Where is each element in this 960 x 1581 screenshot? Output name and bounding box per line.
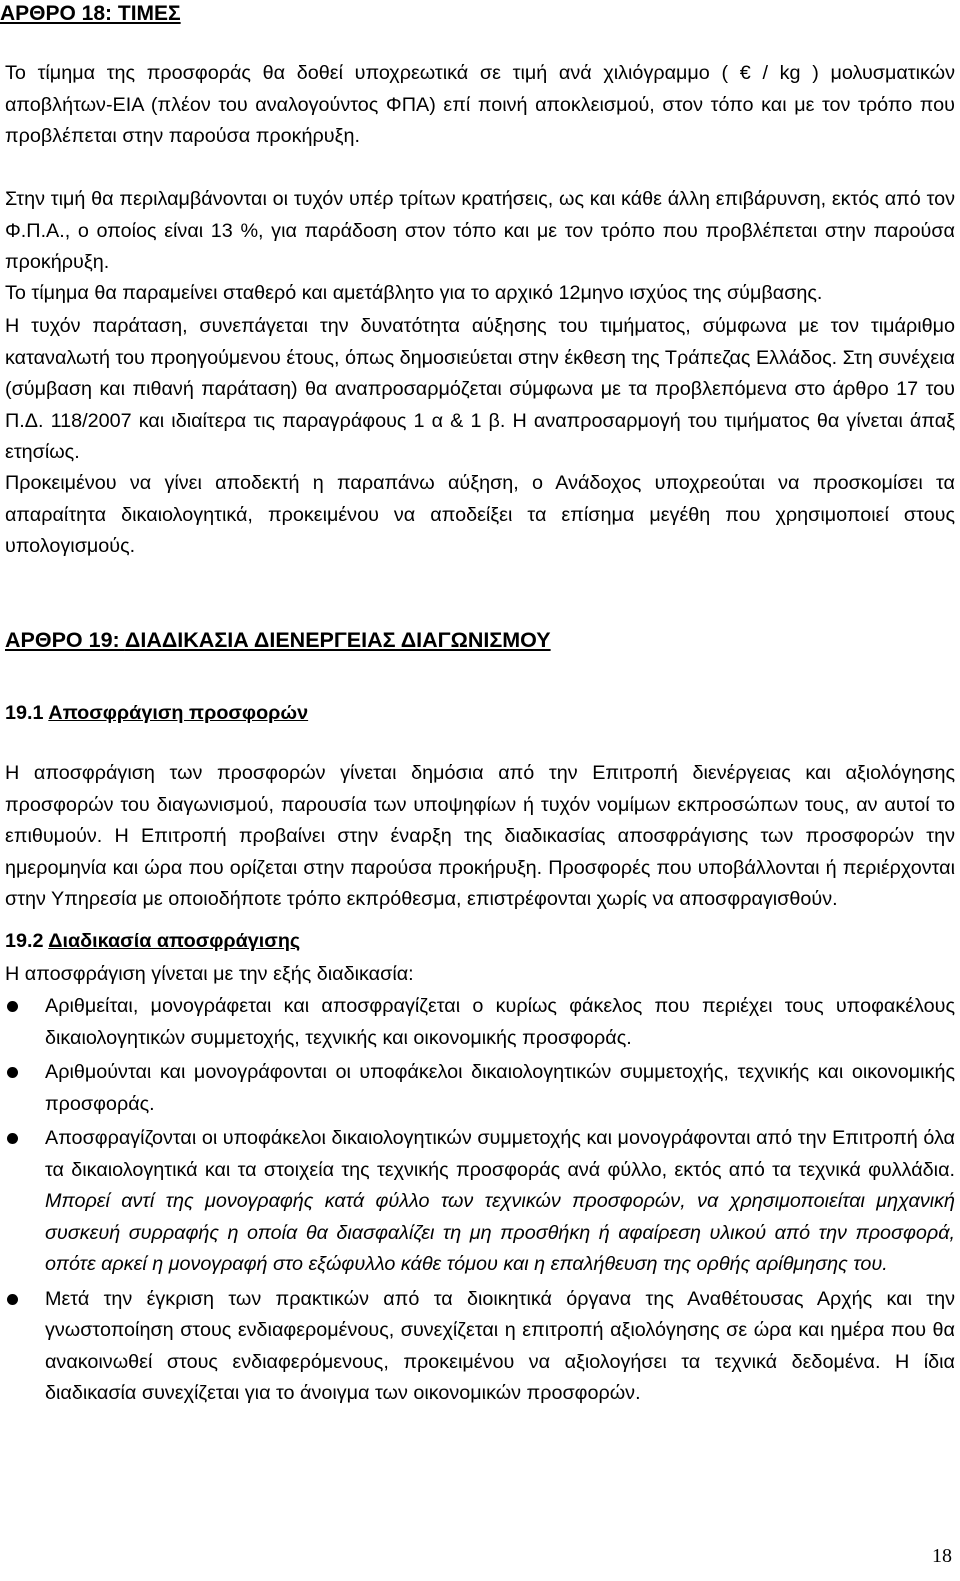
bullet-icon [7,1001,18,1012]
article-18-paragraph-charges: Στην τιμή θα περιλαμβάνονται οι τυχόν υπέρ τρίτων κρατήσεις, ως και κάθε άλλη επιβάρυνση, εκτός από τον Φ.Π.Α., ο οποίος είναι 13 %, για παράδοση στον τόπο και με τον τρόπο που προβλέπεται στην παρούσα προκήρυξη. [5,188,955,273]
page-number: 18 [932,1545,952,1567]
article-19-heading-title: ΔΙΑΔΙΚΑΣΙΑ ΔΙΕΝΕΡΓΕΙΑΣ ΔΙΑΓΩΝΙΣΜΟΥ [124,628,551,652]
bullet-icon [7,1067,18,1078]
section-19-2-title: Διαδικασία αποσφράγισης [48,930,301,952]
section-19-1-number: 19.1 [5,702,44,724]
section-19-2-intro: Η αποσφράγιση γίνεται με την εξής διαδικασία: [5,963,414,985]
list-item [5,1057,955,1120]
section-19-2-heading [5,930,300,953]
bullet-text-3-italic: Μπορεί αντί της μονογραφής κατά φύλλο των τεχνικών προσφορών, να χρησιμοποιείται μηχανική συσκευή συρραφής η οποία θα διασφαλίζει τη μη προσθήκη ή αφαίρεση υλικού από την προσφορά, οπότε αρκεί η μονογραφή στο εξώφυλλο κάθε τόμου και η επαλήθευση της ορθής αρίθμησης του. [45,1190,955,1275]
list-item [5,1123,955,1281]
section-19-2-number: 19.2 [5,930,44,952]
section-19-1-heading [5,702,308,725]
article-18-paragraph-fixed: Το τίμημα θα παραμείνει σταθερό και αμετάβλητο για το αρχικό 12μηνο ισχύος της σύμβασης. [5,282,823,304]
bullet-text-4: Μετά την έγκριση των πρακτικών από τα διοικητικά όργανα της Αναθέτουσας Αρχής και την γνωστοποίηση στους ενδιαφερομένους, συνεχίζεται η επιτροπή αξιολόγησης σε ώρα και ημέρα που θα ανακοινωθεί στους ενδιαφερόμενους, προκειμένου να αξιολογήσει τα τεχνικά δεδομένα. Η ίδια διαδικασία συνεχίζεται για το άνοιγμα των οικονομικών προσφορών. [45,1287,955,1404]
procedure-bullet-list [5,991,955,1413]
list-item [5,991,955,1054]
article-19-heading-prefix: ΑΡΘΡΟ 19: [5,628,125,652]
bullet-text-1: Αριθμείται, μονογράφεται και αποσφραγίζεται ο κυρίως φάκελος που περιέχει τους υποφακέλους δικαιολογητικών συμμετοχής, τεχνικής και οικονομικής προσφοράς. [45,995,955,1049]
list-item [5,1284,955,1410]
bullet-icon [7,1294,18,1305]
article-18-paragraph-price: Το τίμημα της προσφοράς θα δοθεί υποχρεωτικά σε τιμή ανά χιλιόγραμμο ( € / kg ) μολυσματικών αποβλήτων-ΕΙΑ (πλέον του αναλογούντος ΦΠΑ) επί ποινή αποκλεισμού, στον τόπο και με τον τρόπο που προβλέπεται στην παρούσα προκήρυξη. [5,62,955,147]
article-18-paragraph-documents: Προκειμένου να γίνει αποδεκτή η παραπάνω αύξηση, ο Ανάδοχος υποχρεούται να προσκομίσει τα απαραίτητα δικαιολογητικά, προκειμένου να αποδείξει τα επίσημα μεγέθη που χρησιμοποιεί στους υπολογισμούς. [5,472,955,557]
bullet-text-2: Αριθμούνται και μονογράφονται οι υποφάκελοι δικαιολογητικών συμμετοχής, τεχνικής και οικονομικής προσφοράς. [45,1061,955,1115]
bullet-text-3: Αποσφραγίζονται οι υποφάκελοι δικαιολογητικών συμμετοχής και μονογράφονται από την Επιτροπή όλα τα δικαιολογητικά και τα στοιχεία της τεχνικής προσφοράς ανά φύλλο, εκτός από τα τεχνικά φυλλάδια. [45,1127,955,1181]
article-19-heading [5,628,551,653]
section-19-1-paragraph: Η αποσφράγιση των προσφορών γίνεται δημόσια από την Επιτροπή διενέργειας και αξιολόγησης προσφορών του διαγωνισμού, παρουσία των υποψηφίων ή τυχόν νομίμων εκπροσώπων τους, αν αυτοί το επιθυμούν. Η Επιτροπή προβαίνει στην έναρξη της διαδικασίας αποσφράγισης των προσφορών την ημερομηνία και ώρα που ορίζεται στην παρούσα προκήρυξη. Προσφορές που υποβάλλονται ή περιέρχονται στην Υπηρεσία με οποιοδήποτε τρόπο εκπρόθεσμα, επιστρέφονται χωρίς να αποσφραγισθούν. [5,762,955,910]
article-18-heading: ΑΡΘΡΟ 18: ΤΙΜΕΣ [0,2,181,25]
bullet-icon [7,1133,18,1144]
article-18-paragraph-extension: Η τυχόν παράταση, συνεπάγεται την δυνατότητα αύξησης του τιμήματος, σύμφωνα με τον τιμάριθμο καταναλωτή του προηγούμενου έτους, όπως δημοσιεύεται στην έκθεση της Τράπεζας Ελλάδος. Στη συνέχεια (σύμβαση και πιθανή παράταση) θα αναπροσαρμόζεται σύμφωνα με τα προβλεπόμενα στο άρθρο 17 του Π.Δ. 118/2007 και ιδιαίτερα τις παραγράφους 1 α & 1 β. Η αναπροσαρμογή του τιμήματος θα γίνεται άπαξ ετησίως. [5,315,955,463]
section-19-1-title: Αποσφράγιση προσφορών [48,702,309,724]
